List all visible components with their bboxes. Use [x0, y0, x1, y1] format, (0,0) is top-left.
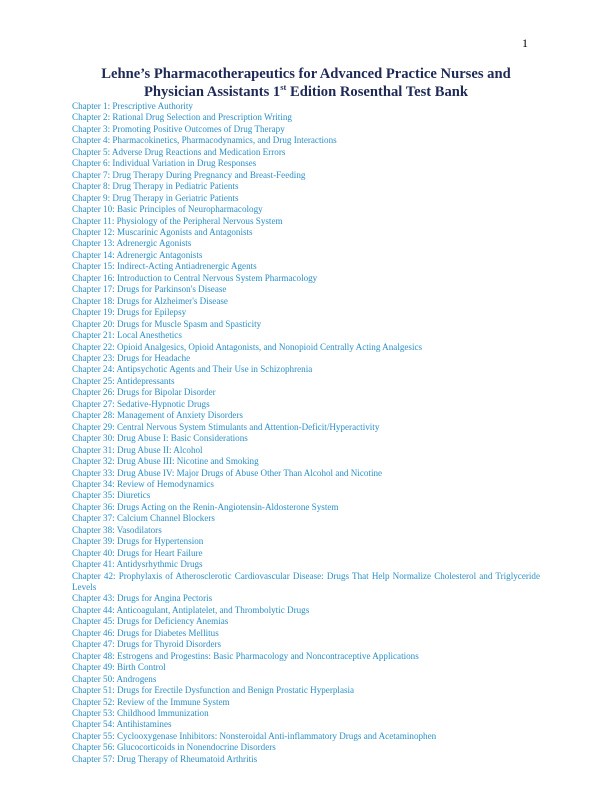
chapter-link[interactable]: Chapter 50: Androgens	[72, 673, 157, 684]
chapter-link[interactable]: Chapter 47: Drugs for Thyroid Disorders	[72, 639, 222, 650]
chapter-link[interactable]: Chapter 2: Rational Drug Selection and Prescription Writing	[72, 112, 292, 123]
chapter-link[interactable]: Chapter 27: Sedative-Hypnotic Drugs	[72, 398, 210, 409]
chapter-link[interactable]: Chapter 42: Prophylaxis of Atherosclerotic Cardiovascular Disease: Drugs That Help Normalize Cholesterol and Triglyceride Levels	[72, 570, 540, 593]
chapter-list	[72, 101, 540, 765]
chapter-link[interactable]: Chapter 24: Antipsychotic Agents and Their Use in Schizophrenia	[72, 364, 313, 375]
chapter-link[interactable]: Chapter 36: Drugs Acting on the Renin-Angiotensin-Aldosterone System	[72, 501, 339, 512]
title-line-2-post: Edition Rosenthal Test Bank	[286, 83, 469, 100]
chapter-link[interactable]: Chapter 43: Drugs for Angina Pectoris	[72, 593, 213, 604]
chapter-link[interactable]: Chapter 11: Physiology of the Peripheral Nervous System	[72, 215, 283, 226]
chapter-link[interactable]: Chapter 25: Antidepressants	[72, 375, 175, 386]
chapter-link[interactable]: Chapter 30: Drug Abuse I: Basic Considerations	[72, 433, 248, 444]
chapter-link[interactable]: Chapter 53: Childhood Immunization	[72, 708, 209, 719]
chapter-link[interactable]: Chapter 46: Drugs for Diabetes Mellitus	[72, 627, 219, 638]
chapter-link[interactable]: Chapter 20: Drugs for Muscle Spasm and Spasticity	[72, 318, 262, 329]
chapter-link[interactable]: Chapter 49: Birth Control	[72, 662, 166, 673]
chapter-link[interactable]: Chapter 37: Calcium Channel Blockers	[72, 513, 215, 524]
chapter-link[interactable]: Chapter 55: Cyclooxygenase Inhibitors: Nonsteroidal Anti-inflammatory Drugs and Acetaminophen	[72, 730, 437, 741]
chapter-link[interactable]: Chapter 54: Antihistamines	[72, 719, 172, 730]
chapter-link[interactable]: Chapter 44: Anticoagulant, Antiplatelet, and Thrombolytic Drugs	[72, 604, 310, 615]
chapter-link[interactable]: Chapter 48: Estrogens and Progestins: Basic Pharmacology and Noncontraceptive Applications	[72, 650, 419, 661]
chapter-link[interactable]: Chapter 15: Indirect-Acting Antiadrenergic Agents	[72, 261, 257, 272]
chapter-link[interactable]: Chapter 57: Drug Therapy of Rheumatoid Arthritis	[72, 753, 258, 764]
chapter-link[interactable]: Chapter 4: Pharmacokinetics, Pharmacodynamics, and Drug Interactions	[72, 135, 337, 146]
chapter-link[interactable]: Chapter 5: Adverse Drug Reactions and Medication Errors	[72, 146, 286, 157]
chapter-link[interactable]: Chapter 23: Drugs for Headache	[72, 352, 191, 363]
chapter-link[interactable]: Chapter 16: Introduction to Central Nervous System Pharmacology	[72, 272, 318, 283]
chapter-link[interactable]: Chapter 17: Drugs for Parkinson's Disease	[72, 284, 227, 295]
chapter-link[interactable]: Chapter 52: Review of the Immune System	[72, 696, 230, 707]
title-superscript: st	[280, 81, 287, 92]
chapter-link[interactable]: Chapter 40: Drugs for Heart Failure	[72, 547, 203, 558]
chapter-link[interactable]: Chapter 45: Drugs for Deficiency Anemias	[72, 616, 229, 627]
chapter-link[interactable]: Chapter 31: Drug Abuse II: Alcohol	[72, 444, 203, 455]
chapter-link[interactable]: Chapter 19: Drugs for Epilepsy	[72, 307, 187, 318]
title-line-1: Lehne’s Pharmacotherapeutics for Advanced Practice Nurses and	[101, 66, 511, 82]
chapter-link[interactable]: Chapter 28: Management of Anxiety Disorders	[72, 410, 243, 421]
chapter-link[interactable]: Chapter 41: Antidysrhythmic Drugs	[72, 559, 203, 570]
chapter-link[interactable]: Chapter 3: Promoting Positive Outcomes of Drug Therapy	[72, 123, 285, 134]
chapter-link[interactable]: Chapter 34: Review of Hemodynamics	[72, 478, 214, 489]
chapter-link[interactable]: Chapter 35: Diuretics	[72, 490, 151, 501]
chapter-link[interactable]: Chapter 22: Opioid Analgesics, Opioid Antagonists, and Nonopioid Centrally Acting Analgesics	[72, 341, 423, 352]
chapter-link[interactable]: Chapter 26: Drugs for Bipolar Disorder	[72, 387, 216, 398]
chapter-link[interactable]: Chapter 18: Drugs for Alzheimer's Disease	[72, 295, 228, 306]
chapter-link[interactable]: Chapter 10: Basic Principles of Neuropharmacology	[72, 204, 263, 215]
chapter-link[interactable]: Chapter 1: Prescriptive Authority	[72, 101, 193, 111]
title-line-2	[72, 81, 540, 102]
chapter-link[interactable]: Chapter 51: Drugs for Erectile Dysfunction and Benign Prostatic Hyperplasia	[72, 685, 355, 696]
chapter-link[interactable]: Chapter 6: Individual Variation in Drug Responses	[72, 158, 257, 169]
chapter-link[interactable]: Chapter 56: Glucocorticoids in Nonendocrine Disorders	[72, 742, 276, 753]
chapter-link[interactable]: Chapter 21: Local Anesthetics	[72, 330, 182, 341]
chapter-link[interactable]: Chapter 32: Drug Abuse III: Nicotine and Smoking	[72, 456, 259, 467]
chapter-link[interactable]: Chapter 39: Drugs for Hypertension	[72, 536, 204, 547]
page-number: 1	[522, 36, 528, 50]
chapter-link[interactable]: Chapter 8: Drug Therapy in Pediatric Patients	[72, 181, 239, 192]
chapter-link[interactable]: Chapter 38: Vasodilators	[72, 524, 162, 535]
chapter-link[interactable]: Chapter 33: Drug Abuse IV: Major Drugs of Abuse Other Than Alcohol and Nicotine	[72, 467, 383, 478]
chapter-link[interactable]: Chapter 13: Adrenergic Agonists	[72, 238, 192, 249]
chapter-link[interactable]: Chapter 29: Central Nervous System Stimulants and Attention-Deficit/Hyperactivity	[72, 421, 380, 432]
document-title	[72, 66, 540, 101]
chapter-link[interactable]: Chapter 7: Drug Therapy During Pregnancy and Breast-Feeding	[72, 169, 306, 180]
chapter-link[interactable]: Chapter 14: Adrenergic Antagonists	[72, 249, 203, 260]
title-line-2-pre: Physician Assistants 1	[143, 83, 281, 100]
chapter-link[interactable]: Chapter 12: Muscarinic Agonists and Antagonists	[72, 226, 253, 237]
chapter-link[interactable]: Chapter 9: Drug Therapy in Geriatric Patients	[72, 192, 239, 203]
